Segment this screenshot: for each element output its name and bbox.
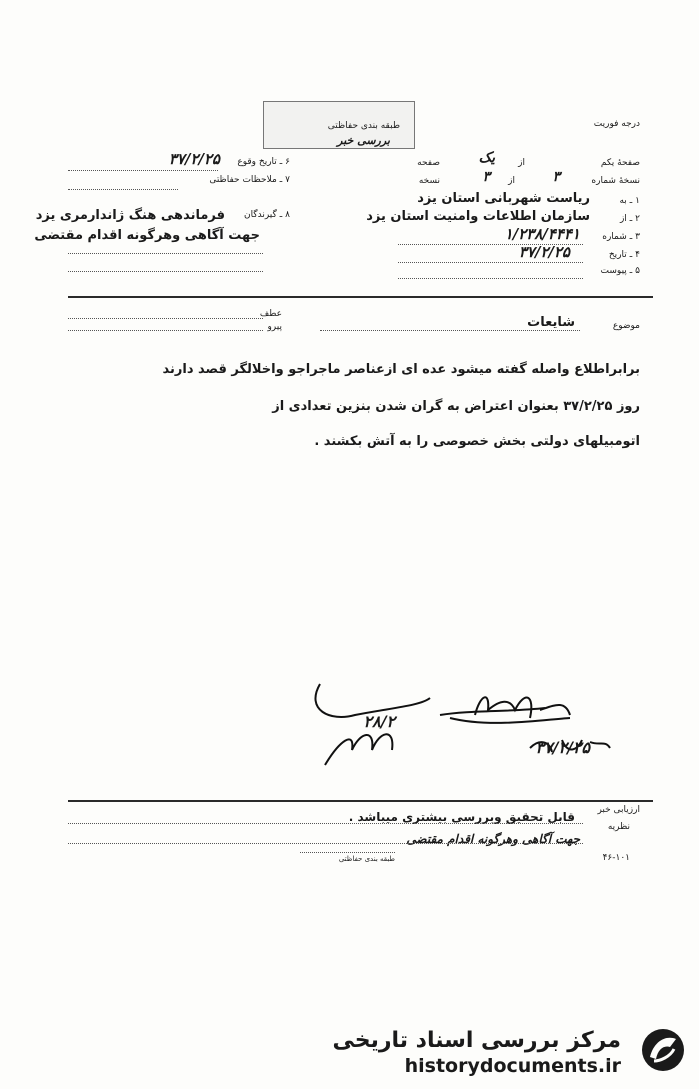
footer-classification-line <box>300 852 395 853</box>
number-value: ۱/۲۳۸/۴۴۴۱ <box>504 225 580 243</box>
opinion-value: جهت آگاهی وهرگونه اقدام مقتضی <box>406 832 580 846</box>
reference-label: عطف <box>259 309 282 319</box>
subject-label: موضوع <box>612 321 640 331</box>
page-count-hand: یک <box>478 150 495 166</box>
attachment-line <box>398 278 583 279</box>
page-label: صفحهٔ یکم <box>600 158 640 168</box>
protective-notes-label: ۷ ـ ملاحظات حفاظتی <box>209 175 290 185</box>
copy-number-hand: ۳ <box>552 169 560 185</box>
evaluation-line <box>68 823 583 824</box>
opinion-label: نظریه <box>607 822 630 832</box>
header-divider <box>68 296 653 298</box>
signature-note-left: ۲۸/۲ <box>363 712 395 731</box>
reference-line <box>68 318 263 319</box>
classification-value: بررسی خبر <box>337 134 390 147</box>
follow-line <box>68 330 263 331</box>
opinion-line <box>68 843 583 844</box>
form-code: ۴۶-۱۰۱ <box>602 853 630 863</box>
watermark-title: مرکز بررسی اسناد تاریخی <box>332 1028 621 1053</box>
date-label: ۴ ـ تاریخ <box>608 250 640 260</box>
date-line <box>398 262 583 263</box>
signature-date: ۳۷/۲/۲۵ <box>535 738 590 757</box>
body-line-2: روز ۳۷/۲/۲۵ بعنوان اعتراض به گران شدن بنزین تعدادی از <box>272 399 640 414</box>
footer-classification: طبقه بندی حفاظتی <box>338 855 395 863</box>
from-label: ۲ ـ از <box>619 214 640 224</box>
subject-line <box>320 330 580 331</box>
page-word: صفحه <box>417 158 440 168</box>
copy-total-hand: ۳ <box>482 169 490 185</box>
footer-divider <box>68 800 653 802</box>
recipients-line-3 <box>68 253 263 254</box>
from-value: سازمان اطلاعات وامنیت استان یزد <box>366 209 590 224</box>
evaluation-value: قابل تحقیق وبررسی بیشتری میباشد . <box>348 810 575 824</box>
copy-label: نسخهٔ شماره <box>591 176 640 186</box>
evaluation-label: ارزیابی خبر <box>597 805 640 815</box>
body-line-3: اتومبیلهای دولتی بخش خصوصی را به آتش بکشند . <box>314 434 640 449</box>
urgency-label: درجه فوریت <box>593 119 640 129</box>
recipients-label: ۸ ـ گیرندگان <box>243 210 290 220</box>
recipients-line-4 <box>68 271 263 272</box>
date-of-event-label: ۶ ـ تاریخ وقوع <box>237 157 290 167</box>
copy-from: از <box>508 176 515 186</box>
classification-label: طبقه بندی حفاظتی <box>327 121 400 131</box>
recipients-line-2: جهت آگاهی وهرگونه اقدام مقتضی <box>34 228 260 243</box>
subject-value: شایعات <box>527 315 575 330</box>
to-label: ۱ ـ به <box>619 196 640 206</box>
follow-label: پیرو <box>267 322 282 332</box>
page-from: از <box>518 158 525 168</box>
attachment-label: ۵ ـ پیوست <box>600 266 640 276</box>
to-value: ریاست شهربانی استان یزد <box>417 191 590 206</box>
date-value: ۳۷/۲/۲۵ <box>518 243 570 261</box>
copy-word: نسخه <box>418 176 440 186</box>
archive-logo-icon <box>640 1027 686 1073</box>
recipients-line-1: فرماندهی هنگ ژاندارمری یزد <box>35 208 225 223</box>
protective-notes-line <box>68 189 178 190</box>
date-of-event-line <box>68 170 218 171</box>
number-label: ۳ ـ شماره <box>602 232 640 242</box>
watermark-url: historydocuments.ir <box>404 1055 621 1077</box>
date-of-event-value: ۳۷/۲/۲۵ <box>168 150 220 168</box>
body-line-1: برابراطلاع واصله گفته میشود عده ای ازعناصر ماجراجو واخلالگر قصد دارند <box>162 362 640 377</box>
